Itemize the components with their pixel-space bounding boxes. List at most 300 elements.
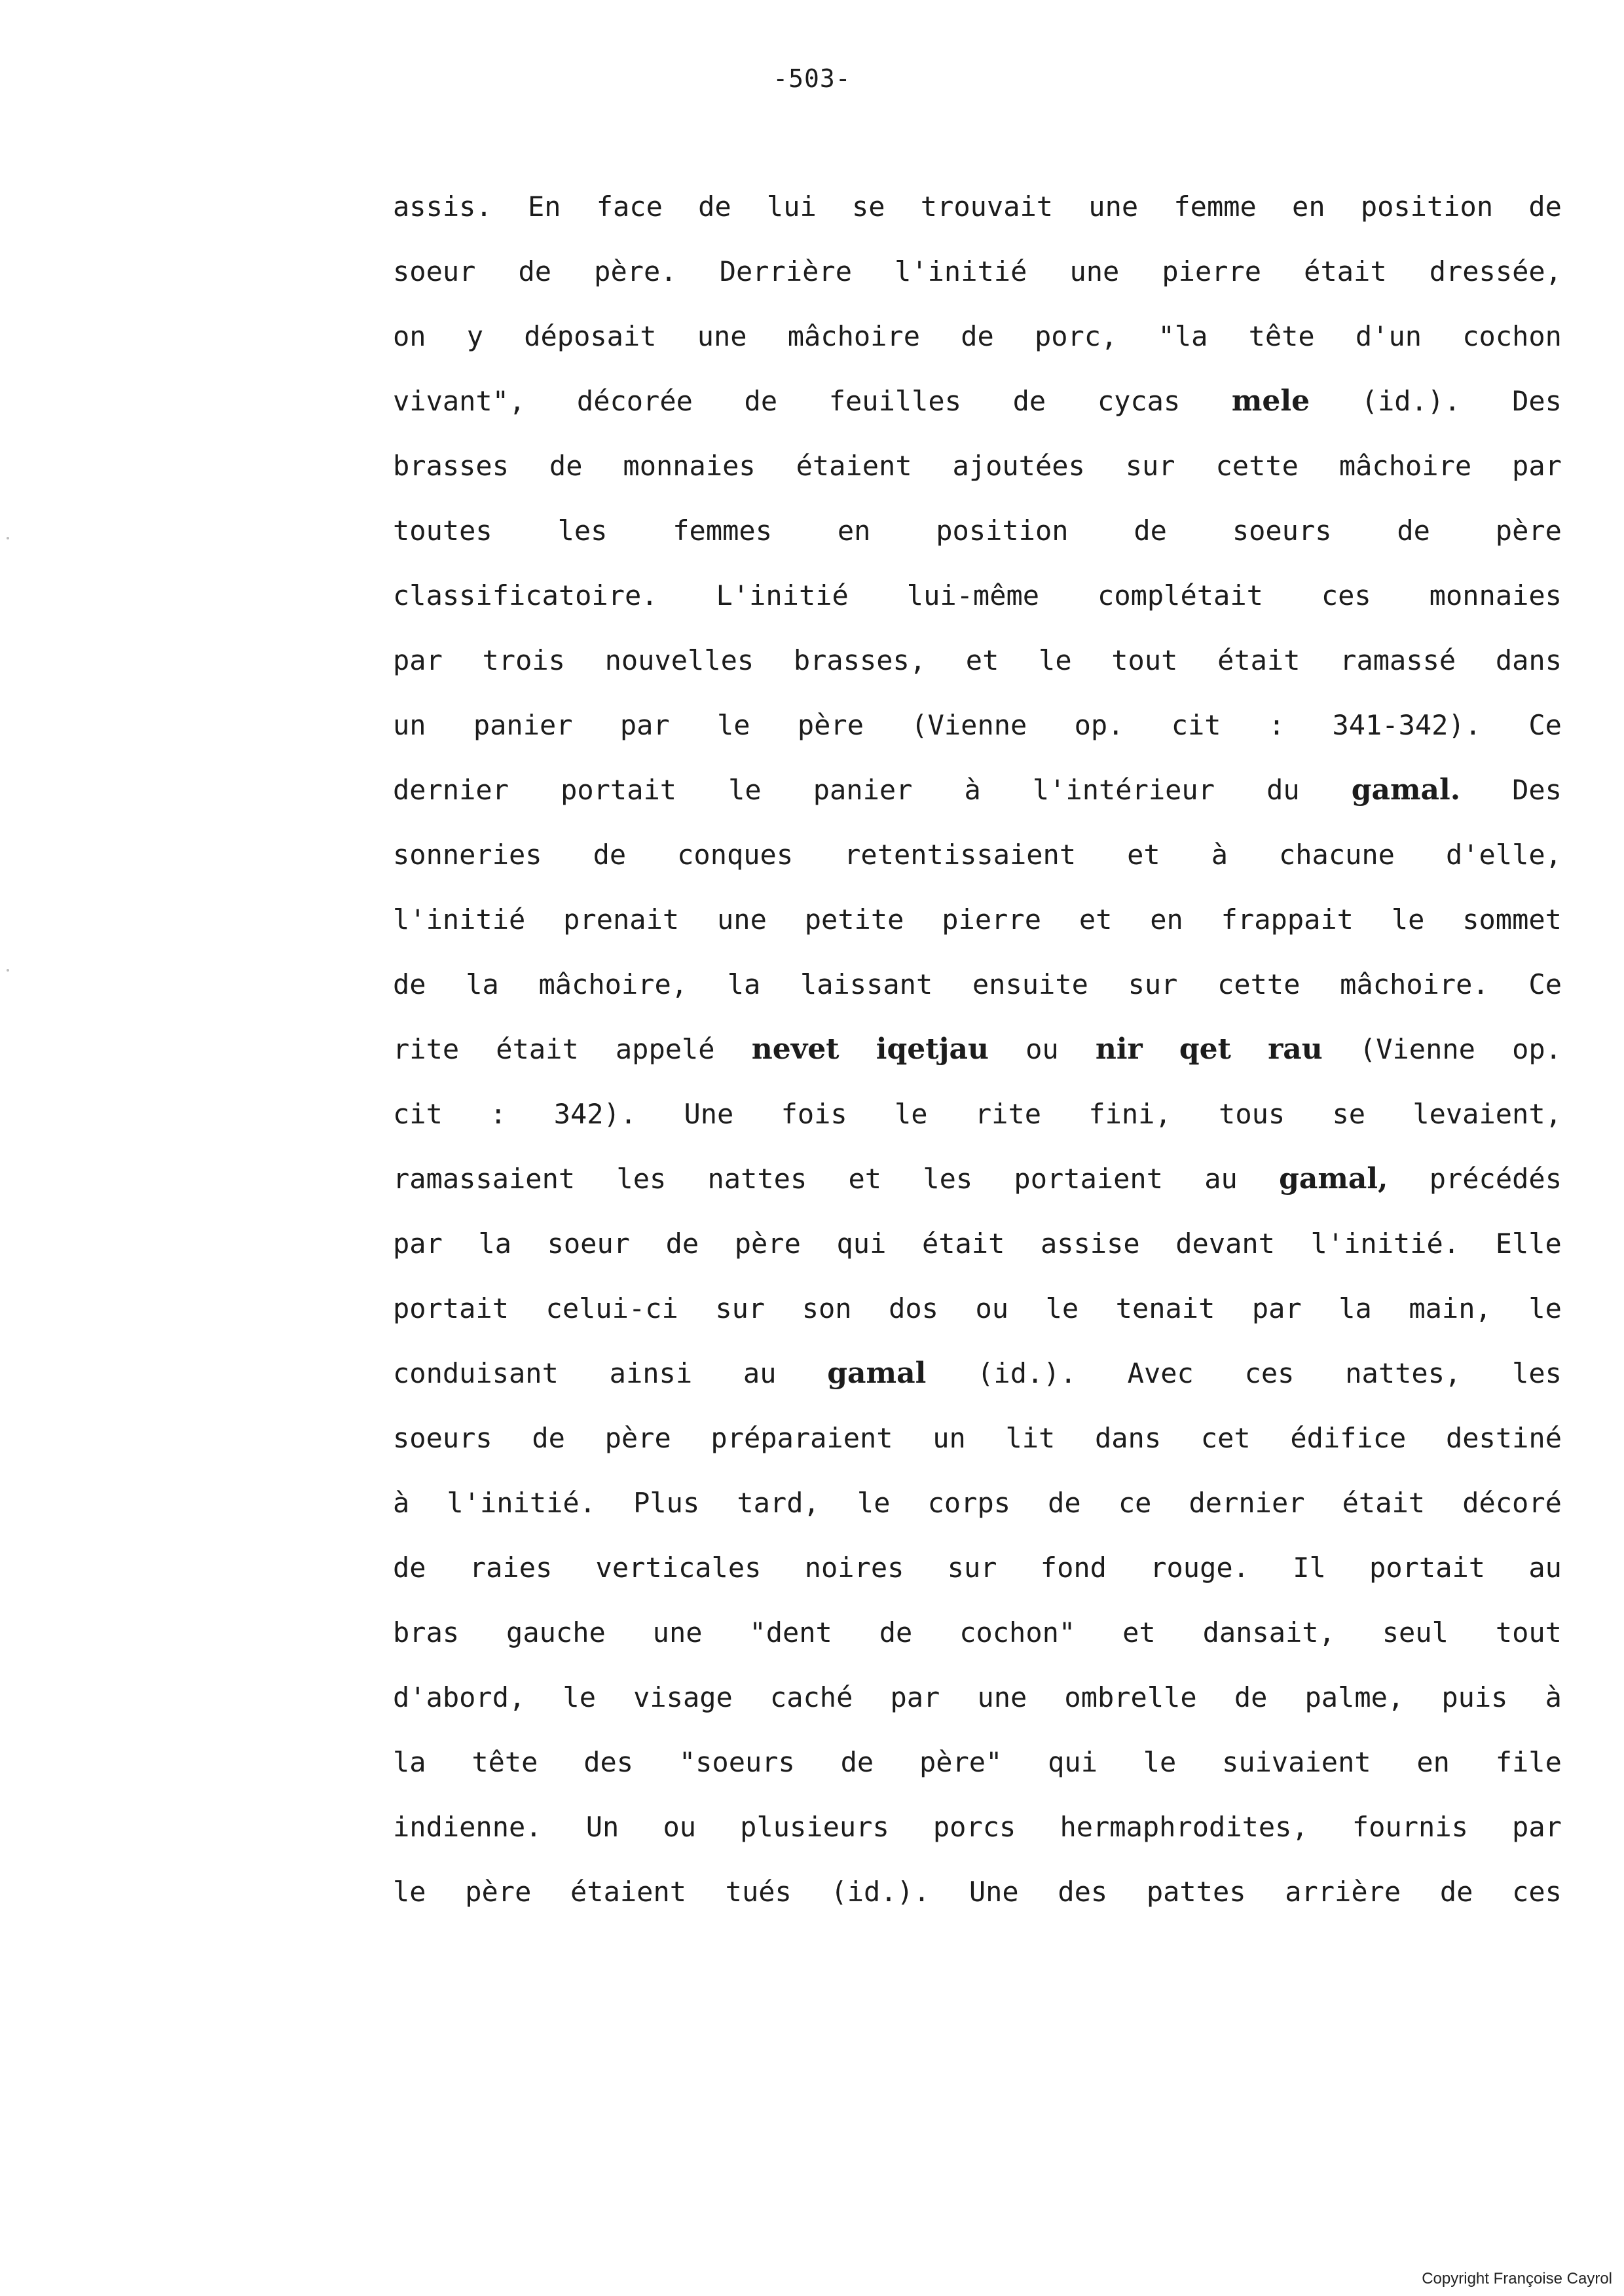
vernacular-term: nevet xyxy=(751,1032,840,1066)
word: panier xyxy=(473,709,573,741)
word: portait xyxy=(393,1292,509,1324)
word: sommet xyxy=(1462,903,1562,936)
word: monnaies xyxy=(623,450,756,482)
word: cit xyxy=(1171,709,1221,741)
vernacular-term: qet xyxy=(1179,1032,1231,1066)
word: le xyxy=(563,1681,596,1713)
word: ramassé xyxy=(1340,644,1456,676)
word: bras xyxy=(393,1616,460,1649)
word: cit xyxy=(393,1098,443,1130)
word: (id.). xyxy=(1361,385,1461,417)
text-line xyxy=(393,1289,1562,1354)
text-line xyxy=(393,1613,1562,1678)
word: (id.). xyxy=(830,1876,931,1908)
text-line xyxy=(393,835,1562,900)
word: porcs xyxy=(932,1811,1016,1843)
word: sur xyxy=(1125,450,1175,482)
word: tués xyxy=(725,1876,792,1908)
text-line xyxy=(393,706,1562,771)
word: devant xyxy=(1175,1228,1275,1260)
word: le xyxy=(1391,903,1425,936)
word: cycas xyxy=(1097,385,1181,417)
word: corps xyxy=(927,1487,1011,1519)
word: verticales xyxy=(595,1552,762,1584)
word: sur xyxy=(1128,968,1178,1000)
word: lit xyxy=(1005,1422,1056,1454)
word: et xyxy=(848,1163,882,1195)
text-line xyxy=(393,317,1562,382)
word: de xyxy=(593,839,627,871)
word: l'intérieur xyxy=(1032,774,1215,806)
text-line xyxy=(393,187,1562,252)
word: les xyxy=(1512,1357,1562,1389)
word: la xyxy=(393,1746,426,1778)
word: précédés xyxy=(1429,1163,1562,1195)
word: était xyxy=(1304,255,1387,287)
word: soeur xyxy=(393,255,476,287)
word: de xyxy=(665,1228,699,1260)
word: assise xyxy=(1040,1228,1140,1260)
word: position xyxy=(1360,191,1494,223)
word: rite xyxy=(974,1098,1042,1130)
word: père xyxy=(604,1422,671,1454)
scan-speck xyxy=(7,537,9,539)
word: cochon xyxy=(1462,320,1562,352)
word: de xyxy=(840,1746,874,1778)
word: conduisant xyxy=(393,1357,559,1389)
word: en xyxy=(1292,191,1325,223)
word: pattes xyxy=(1146,1876,1246,1908)
word: fois xyxy=(781,1098,847,1130)
word: ensuite xyxy=(972,968,1088,1000)
page-number: -503- xyxy=(773,64,851,93)
word: par xyxy=(619,709,670,741)
word: dos xyxy=(889,1292,938,1324)
word: panier xyxy=(813,774,913,806)
word: cet xyxy=(1200,1422,1251,1454)
text-line xyxy=(393,1743,1562,1808)
word: et xyxy=(1079,903,1113,936)
word: En xyxy=(527,191,561,223)
word: des xyxy=(1058,1876,1108,1908)
word: complétait xyxy=(1098,579,1263,611)
word: père. xyxy=(594,255,677,287)
word: à xyxy=(1545,1681,1562,1713)
word: noires xyxy=(804,1552,904,1584)
word: sonneries xyxy=(393,839,542,871)
word: du xyxy=(1266,774,1300,806)
word: arrière xyxy=(1285,1876,1401,1908)
word: père xyxy=(1495,515,1562,547)
word: conques xyxy=(677,839,794,871)
word: tout xyxy=(1495,1616,1562,1649)
word: Derrière xyxy=(719,255,852,287)
word: l'initié xyxy=(895,255,1027,287)
word: dernier xyxy=(1189,1487,1305,1519)
word: (Vienne xyxy=(911,709,1027,741)
word: les xyxy=(923,1163,973,1195)
text-line xyxy=(393,1224,1562,1289)
word: levaient, xyxy=(1412,1098,1562,1130)
word: au xyxy=(1204,1163,1238,1195)
word: ombrelle xyxy=(1064,1681,1197,1713)
word: sur xyxy=(715,1292,766,1324)
text-line xyxy=(393,576,1562,641)
word: dernier xyxy=(393,774,509,806)
word: le xyxy=(728,774,762,806)
word: frappait xyxy=(1221,903,1354,936)
word: la xyxy=(466,968,499,1000)
word: face xyxy=(596,191,663,223)
word: une xyxy=(717,903,767,936)
word: de xyxy=(698,191,731,223)
word: des xyxy=(583,1746,634,1778)
word: Avec xyxy=(1127,1357,1194,1389)
word: assis. xyxy=(393,191,492,223)
word: ou xyxy=(1025,1033,1059,1065)
word: décoré xyxy=(1462,1487,1562,1519)
word: on xyxy=(393,320,426,352)
word: : xyxy=(490,1098,507,1130)
word: à xyxy=(964,774,981,806)
word: portaient xyxy=(1014,1163,1163,1195)
word: mâchoire xyxy=(1338,450,1472,482)
word: de xyxy=(1439,1876,1473,1908)
word: rouge. xyxy=(1150,1552,1249,1584)
word: trouvait xyxy=(920,191,1054,223)
word: tête xyxy=(471,1746,538,1778)
word: par xyxy=(393,644,443,676)
word: chacune xyxy=(1278,839,1395,871)
word: de xyxy=(961,320,994,352)
word: de xyxy=(1134,515,1167,547)
word: tard, xyxy=(737,1487,820,1519)
word: femme xyxy=(1173,191,1257,223)
word: appelé xyxy=(615,1033,715,1065)
word: un xyxy=(393,709,426,741)
vernacular-term: gamal. xyxy=(1351,773,1461,807)
word: laissant xyxy=(800,968,933,1000)
word: ces xyxy=(1321,579,1371,611)
word: étaient xyxy=(570,1876,687,1908)
word: les xyxy=(616,1163,667,1195)
text-line xyxy=(393,1030,1562,1095)
word: préparaient xyxy=(710,1422,893,1454)
vernacular-term: iqetjau xyxy=(876,1032,989,1066)
word: gauche xyxy=(506,1616,606,1649)
word: fond xyxy=(1040,1552,1107,1584)
word: était xyxy=(496,1033,579,1065)
text-line xyxy=(393,1159,1562,1224)
word: cette xyxy=(1215,450,1299,482)
word: le xyxy=(717,709,750,741)
word: de xyxy=(1012,385,1046,417)
vernacular-term: rau xyxy=(1268,1032,1323,1066)
word: trois xyxy=(482,644,565,676)
word: hermaphrodites, xyxy=(1060,1811,1308,1843)
word: de xyxy=(1234,1681,1268,1713)
word: l'initié xyxy=(393,903,526,936)
word: père" xyxy=(919,1746,1003,1778)
word: Un xyxy=(585,1811,619,1843)
word: de xyxy=(549,450,583,482)
word: portait xyxy=(1369,1552,1486,1584)
word: par xyxy=(1512,1811,1562,1843)
word: ainsi xyxy=(609,1357,693,1389)
word: nattes xyxy=(707,1163,807,1195)
word: 342). xyxy=(553,1098,637,1130)
word: brasses, xyxy=(793,644,927,676)
text-line xyxy=(393,1484,1562,1548)
word: celui-ci xyxy=(545,1292,678,1324)
word: étaient xyxy=(796,450,912,482)
word: et xyxy=(965,644,999,676)
word: en xyxy=(1150,903,1183,936)
word: monnaies xyxy=(1429,579,1562,611)
word: plusieurs xyxy=(740,1811,889,1843)
word: soeur xyxy=(547,1228,631,1260)
word: lui-même xyxy=(906,579,1040,611)
word: feuilles xyxy=(828,385,962,417)
word: seul xyxy=(1382,1616,1449,1649)
word: palme, xyxy=(1304,1681,1405,1713)
word: ramassaient xyxy=(393,1163,576,1195)
word: de xyxy=(744,385,778,417)
word: la xyxy=(1338,1292,1372,1324)
word: d'elle, xyxy=(1445,839,1562,871)
word: nattes, xyxy=(1345,1357,1462,1389)
word: était xyxy=(921,1228,1005,1260)
text-line xyxy=(393,900,1562,965)
word: lui xyxy=(766,191,817,223)
word: petite xyxy=(804,903,904,936)
text-line xyxy=(393,382,1562,446)
word: ce xyxy=(1118,1487,1152,1519)
word: Ce xyxy=(1528,968,1562,1000)
word: Elle xyxy=(1495,1228,1562,1260)
word: était xyxy=(1342,1487,1426,1519)
word: 341-342). xyxy=(1332,709,1482,741)
word: l'initié. xyxy=(447,1487,596,1519)
word: le xyxy=(1143,1746,1177,1778)
word: en xyxy=(1416,1746,1450,1778)
word: mâchoire. xyxy=(1340,968,1489,1000)
word: une xyxy=(1088,191,1139,223)
word: tête xyxy=(1248,320,1315,352)
word: femmes xyxy=(673,515,772,547)
vernacular-term: nir xyxy=(1095,1032,1143,1066)
word: tenait xyxy=(1115,1292,1215,1324)
word: d'abord, xyxy=(393,1681,526,1713)
word: et xyxy=(1127,839,1160,871)
copyright-notice: Copyright Françoise Cayrol xyxy=(1422,2270,1612,2287)
word: dans xyxy=(1094,1422,1162,1454)
word: op. xyxy=(1512,1033,1562,1065)
word: nouvelles xyxy=(604,644,754,676)
word: "soeurs xyxy=(678,1746,795,1778)
text-line xyxy=(393,1808,1562,1872)
word: le xyxy=(895,1098,928,1130)
word: raies xyxy=(469,1552,553,1584)
word: indienne. xyxy=(393,1811,542,1843)
word: et xyxy=(1122,1616,1156,1649)
word: en xyxy=(837,515,871,547)
word: de xyxy=(879,1616,913,1649)
word: par xyxy=(393,1228,443,1260)
word: Une xyxy=(969,1876,1019,1908)
scan-speck xyxy=(7,969,9,972)
word: qui xyxy=(1048,1746,1098,1778)
word: père xyxy=(734,1228,801,1260)
word: de xyxy=(518,255,552,287)
word: "dent xyxy=(749,1616,832,1649)
word: fournis xyxy=(1352,1811,1468,1843)
word: à xyxy=(393,1487,410,1519)
word: pierre xyxy=(1162,255,1262,287)
word: y xyxy=(466,320,484,352)
word: dans xyxy=(1495,644,1562,676)
word: le xyxy=(1039,644,1072,676)
word: était xyxy=(1217,644,1301,676)
text-line xyxy=(393,1548,1562,1613)
word: pierre xyxy=(942,903,1041,936)
word: au xyxy=(743,1357,777,1389)
word: ajoutées xyxy=(952,450,1085,482)
vernacular-term: gamal xyxy=(827,1357,927,1390)
word: le xyxy=(857,1487,891,1519)
word: déposait xyxy=(524,320,657,352)
word: brasses xyxy=(393,450,509,482)
word: de xyxy=(393,1552,426,1584)
word: le xyxy=(393,1876,426,1908)
word: soeurs xyxy=(393,1422,492,1454)
word: une xyxy=(697,320,747,352)
text-line xyxy=(393,252,1562,317)
word: op. xyxy=(1074,709,1124,741)
word: la xyxy=(727,968,761,1000)
word: le xyxy=(1528,1292,1562,1324)
word: cette xyxy=(1217,968,1301,1000)
word: rite xyxy=(393,1033,460,1065)
word: l'initié. xyxy=(1310,1228,1460,1260)
word: ces xyxy=(1244,1357,1295,1389)
text-line xyxy=(393,446,1562,511)
word: porc, xyxy=(1034,320,1118,352)
word: ou xyxy=(975,1292,1009,1324)
word: tous xyxy=(1219,1098,1285,1130)
text-line xyxy=(393,1095,1562,1159)
word: ou xyxy=(663,1811,697,1843)
text-line xyxy=(393,1419,1562,1484)
word: décorée xyxy=(576,385,693,417)
word: suivaient xyxy=(1222,1746,1371,1778)
vernacular-term: gamal, xyxy=(1279,1162,1388,1195)
word: (Vienne xyxy=(1359,1033,1475,1065)
word: de xyxy=(532,1422,565,1454)
word: d'un xyxy=(1355,320,1422,352)
word: destiné xyxy=(1445,1422,1562,1454)
body-text xyxy=(393,187,1562,1937)
word: Une xyxy=(684,1098,734,1130)
word: se xyxy=(1332,1098,1366,1130)
word: "la xyxy=(1158,320,1208,352)
word: père xyxy=(797,709,864,741)
word: une xyxy=(977,1681,1027,1713)
word: mâchoire, xyxy=(538,968,688,1000)
word: son xyxy=(802,1292,852,1324)
word: à xyxy=(1211,839,1228,871)
word: Des xyxy=(1512,385,1562,417)
word: une xyxy=(652,1616,703,1649)
word: prenait xyxy=(563,903,680,936)
word: un xyxy=(932,1422,966,1454)
word: les xyxy=(557,515,608,547)
word: au xyxy=(1528,1552,1562,1584)
text-line xyxy=(393,1678,1562,1743)
word: caché xyxy=(769,1681,853,1713)
word: une xyxy=(1069,255,1120,287)
word: cochon" xyxy=(959,1616,1076,1649)
word: de xyxy=(393,968,426,1000)
text-line xyxy=(393,965,1562,1030)
word: (id.). xyxy=(977,1357,1077,1389)
word: fini, xyxy=(1088,1098,1172,1130)
word: qui xyxy=(836,1228,887,1260)
word: main, xyxy=(1409,1292,1492,1324)
text-line xyxy=(393,1872,1562,1937)
text-line xyxy=(393,641,1562,706)
word: retentissaient xyxy=(844,839,1077,871)
vernacular-term: mele xyxy=(1231,384,1310,418)
word: Il xyxy=(1293,1552,1326,1584)
word: sur xyxy=(947,1552,997,1584)
text-line xyxy=(393,771,1562,835)
word: dressée, xyxy=(1429,255,1562,287)
word: le xyxy=(1045,1292,1079,1324)
word: Des xyxy=(1512,774,1562,806)
word: Plus xyxy=(633,1487,700,1519)
word: dansait, xyxy=(1202,1616,1335,1649)
word: tout xyxy=(1111,644,1178,676)
word: mâchoire xyxy=(787,320,921,352)
word: ces xyxy=(1512,1876,1562,1908)
word: visage xyxy=(633,1681,733,1713)
word: toutes xyxy=(393,515,492,547)
word: se xyxy=(851,191,885,223)
word: de xyxy=(1048,1487,1081,1519)
word: file xyxy=(1495,1746,1562,1778)
word: par xyxy=(890,1681,940,1713)
word: père xyxy=(465,1876,532,1908)
word: la xyxy=(478,1228,512,1260)
word: L'initié xyxy=(716,579,849,611)
word: position xyxy=(936,515,1069,547)
word: de xyxy=(1397,515,1430,547)
word: édifice xyxy=(1290,1422,1407,1454)
word: classificatoire. xyxy=(393,579,658,611)
word: Ce xyxy=(1528,709,1562,741)
word: de xyxy=(1528,191,1562,223)
text-line xyxy=(393,511,1562,576)
word: portait xyxy=(561,774,677,806)
word: par xyxy=(1251,1292,1302,1324)
text-line xyxy=(393,1354,1562,1419)
word: puis xyxy=(1441,1681,1508,1713)
word: vivant", xyxy=(393,385,526,417)
word: : xyxy=(1268,709,1285,741)
word: par xyxy=(1512,450,1562,482)
word: soeurs xyxy=(1232,515,1332,547)
